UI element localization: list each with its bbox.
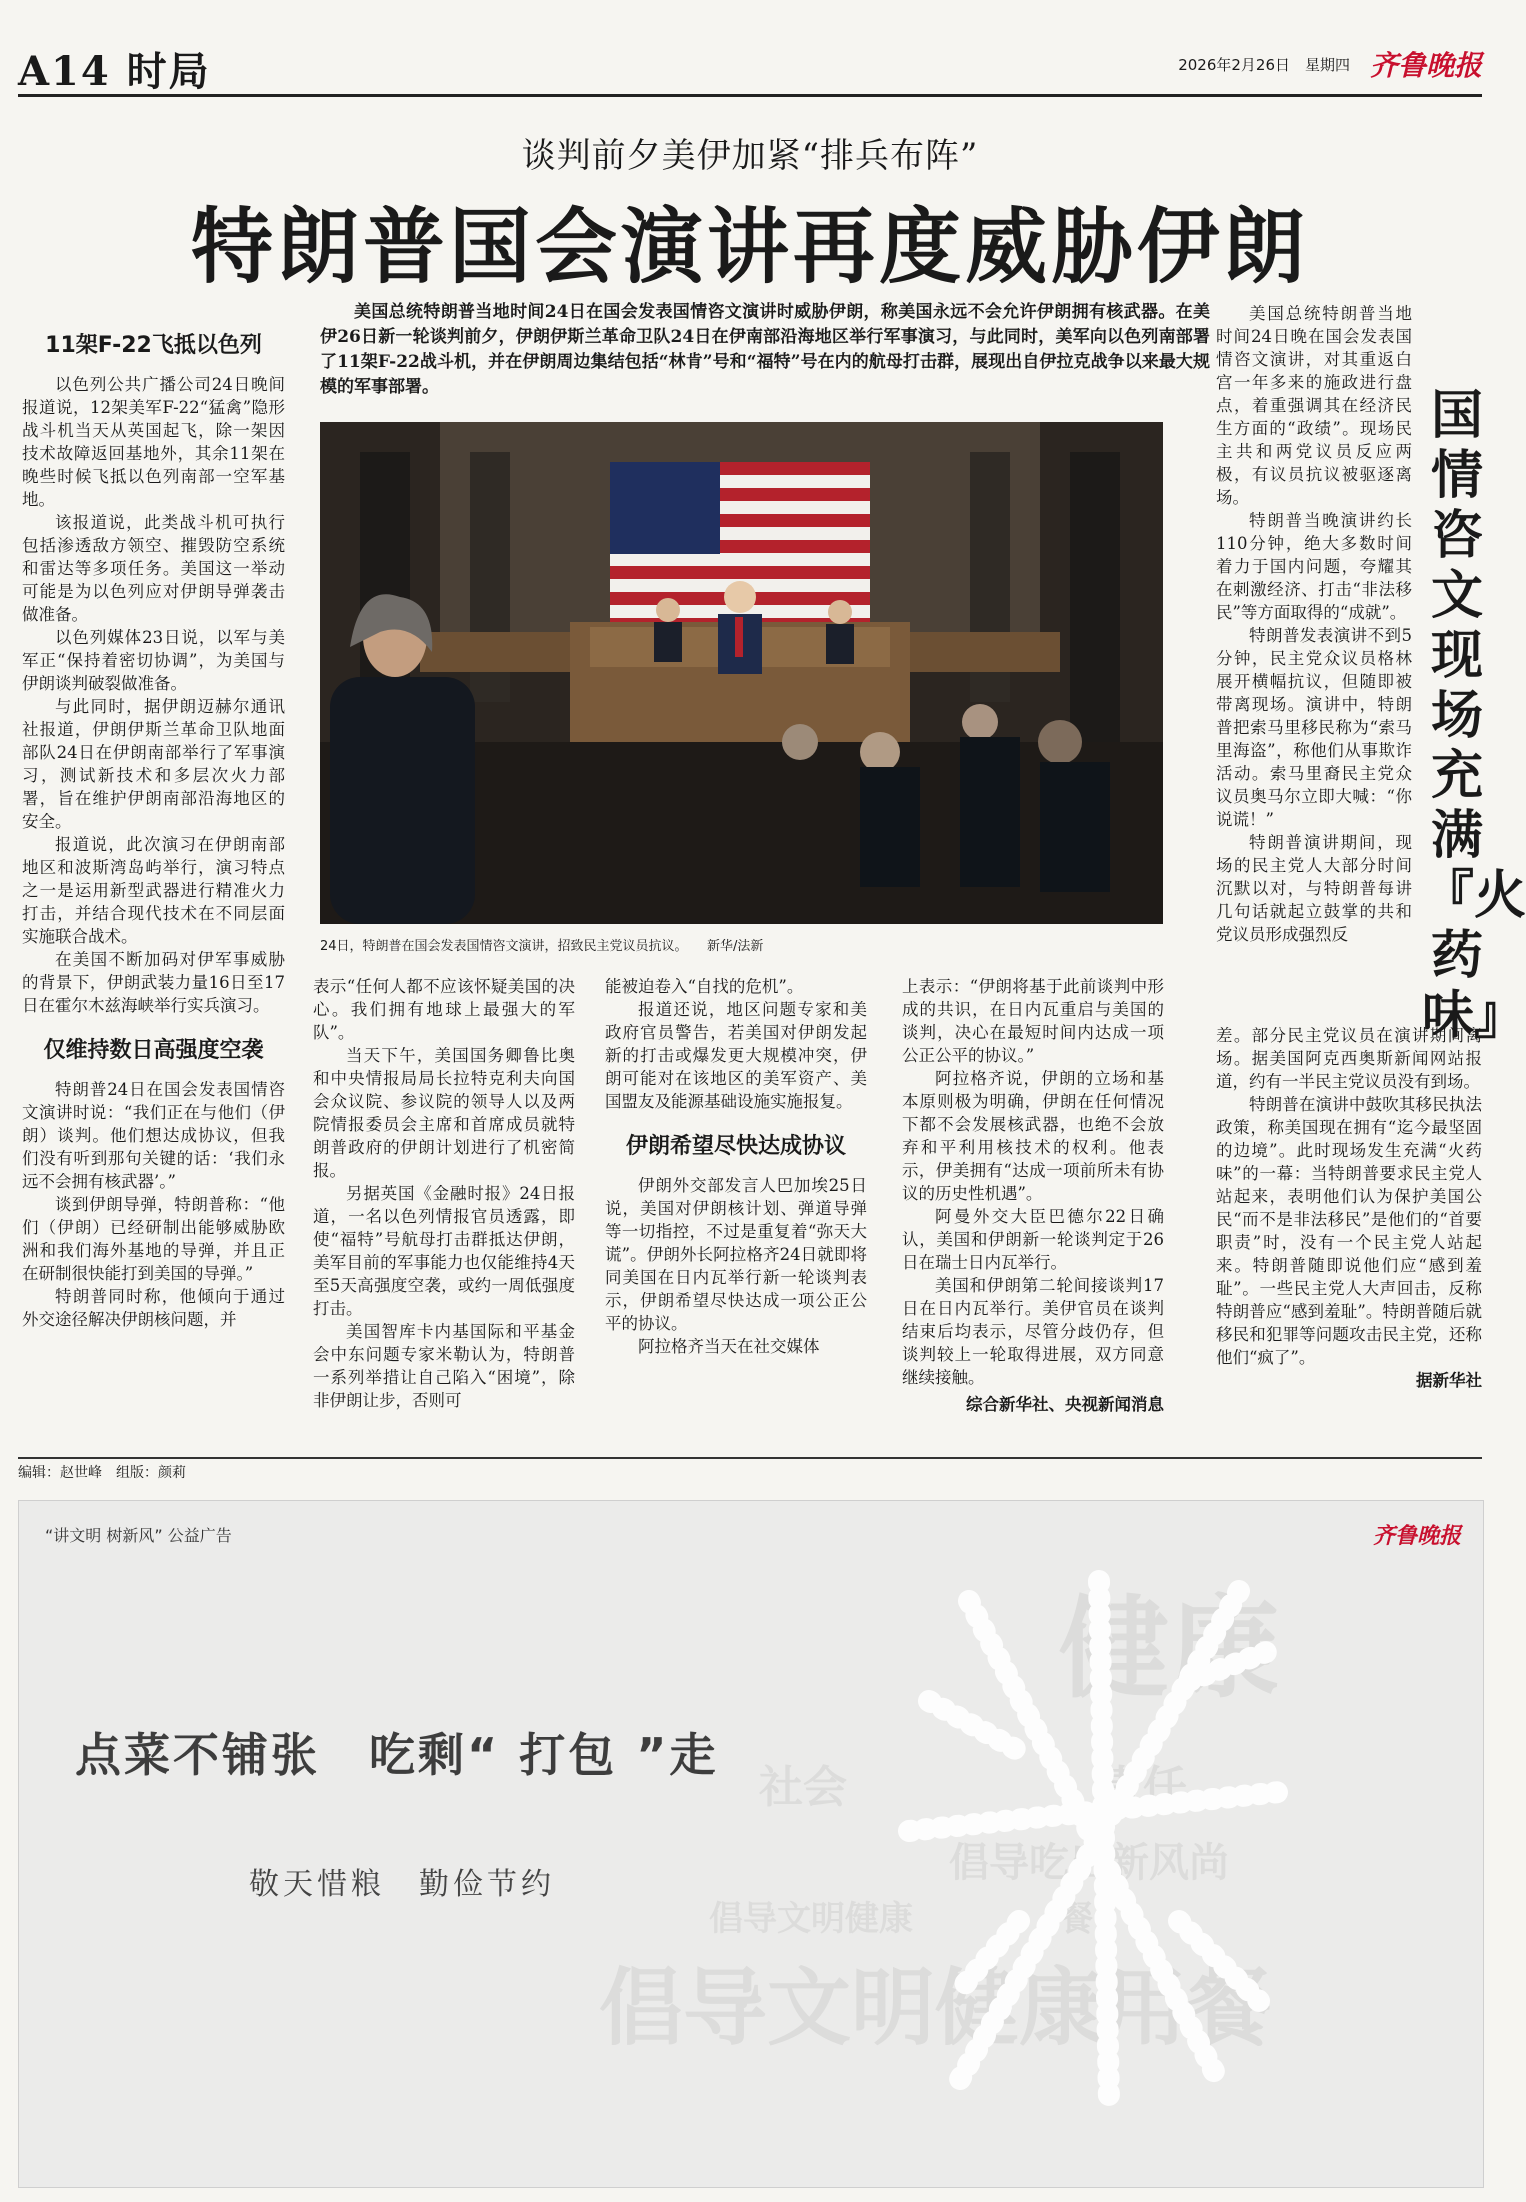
article-subtitle: 谈判前夕美伊加紧“排兵布阵” bbox=[521, 136, 979, 176]
article-column-3: 能被迫卷入“自找的危机”。 报道还说，地区问题专家和美政府官员警告，若美国对伊朗发起新的打击或爆发更大规模冲突，伊朗可能对在该地区的美军资产、美国盟友及能源基础设施实施报复。 伊朗希望尽快达成协议 伊朗外交部发言人巴加埃25日说，美国对伊朗核计划、弹道导弹等一切指控，不过是重复着“弥天大谎”。伊朗外长阿拉格齐24日就即将同美国在日内瓦举行新一轮谈判表示，伊朗希望尽快达成一项公正公平的协议。 阿拉格齐当天在社交媒体 bbox=[605, 977, 867, 1356]
article-column-2: 表示“任何人都不应该怀疑美国的决心。我们拥有地球上最强大的军队”。 当天下午，美国国务卿鲁比奥和中央情报局局长拉特克利夫向国会众议院、参议院的领导人以及两院情报委员会主席和首席成员就特朗普政府的伊朗计划进行了机密简报。 另据英国《金融时报》24日报道，一名以色列情报官员透露，即使“福特”号航母打击群抵达伊朗，美军目前的军事能力也仅能维持4天至5天高强度空袭，或约一周低强度打击。 美国智库卡内基国际和平基金会中东问题专家米勒认为，特朗普一系列举措让自己陷入“困境”，除非伊朗让步，否则可 bbox=[313, 977, 575, 1410]
sidebar-source: 据新华社 bbox=[1416, 1371, 1482, 1390]
ad-tag: “讲文明 树新风” 公益广告 bbox=[45, 1526, 232, 1545]
photo-illustration bbox=[320, 422, 1163, 924]
watermark-text: 倡导文明健康用餐 bbox=[599, 1959, 1272, 2057]
sidebar-vertical-title: 国情咨文现场充满『火药味』 bbox=[1422, 385, 1526, 1046]
section-heading: 11架F-22飞抵以色列 bbox=[45, 333, 262, 358]
watermark-text: 倡导吃出新风尚 bbox=[949, 1840, 1229, 1886]
ad-logo: 齐鲁晚报 bbox=[1372, 1523, 1461, 1549]
ad-sub-slogan: 敬天惜粮 勤俭节约 bbox=[249, 1867, 555, 1902]
watermark-text: 倡导文明健康 bbox=[709, 1899, 913, 1939]
article-source: 综合新华社、央视新闻消息 bbox=[966, 1395, 1164, 1414]
photo-caption: 24日，特朗普在国会发表国情咨文演讲，招致民主党议员抗议。 新华/法新 bbox=[320, 939, 764, 954]
watermark-text: 健康 bbox=[1059, 1585, 1279, 1713]
watermark-text: 责任 bbox=[1099, 1762, 1187, 1813]
news-photo bbox=[320, 422, 1163, 924]
page-section: A14 时局 bbox=[18, 48, 211, 95]
lead-paragraph: 美国总统特朗普当地时间24日在国会发表国情咨文演讲时威胁伊朗，称美国永远不会允许伊朗拥有核武器。在美伊26日新一轮谈判前夕，伊朗伊斯兰革命卫队24日在伊南部沿海地区举行军事演习，与此同时，美军向以色列南部署了11架F-22战斗机，并在伊朗周边集结包括“林肯”号和“福特”号在内的航母打击群，展现出自伊拉克战争以来最大规模的军事部署。 bbox=[320, 302, 1210, 397]
article-headline: 特朗普国会演讲再度威胁伊朗 bbox=[190, 199, 1309, 295]
footer-rule bbox=[18, 1457, 1482, 1459]
sidebar-column-top: 美国总统特朗普当地时间24日晚在国会发表国情咨文演讲，对其重返白宫一年多来的施政进行盘点，着重强调其在经济民生方面的“政绩”。现场民主共和两党议员反应两极，有议员抗议被驱逐离场。 特朗普当晚演讲约长110分钟，绝大多数时间着力于国内问题，夸耀其在刺激经济、打击“非法移民”等方面取得的“成就”。 特朗普发表演讲不到5分钟，民主党众议员格林展开横幅抗议，但随即被带离现场。演讲中，特朗普把索马里移民称为“索马里海盗”，称他们从事欺诈活动。索马里裔民主党众议员奥马尔立即大喊：“你说谎！” 特朗普演讲期间，现场的民主党人大部分时间沉默以对，与特朗普每讲几句话就起立鼓掌的共和党议员形成强烈反 bbox=[1216, 304, 1412, 944]
newspaper-logo: 齐鲁晚报 bbox=[1369, 49, 1482, 82]
sidebar-column-bottom: 差。部分民主党议员在演讲期间离场。据美国阿克西奥斯新闻网站报道，约有一半民主党议员没有到场。 特朗普在演讲中鼓吹其移民执法政策，称美国现在拥有“迄今最坚固的边境”。此时现场发生充满“火药味”的一幕：当特朗普要求民主党人站起来，表明他们认为保护美国公民“而不是非法移民”是他们的“首要职责”时，没有一个民主党人站起来。特朗普随即说他们应“感到羞耻”。一些民主党人大声回击，反称特朗普应“感到羞耻”。特朗普随后就移民和犯罪等问题攻击民主党，还称他们“疯了”。 据新华社 bbox=[1216, 1026, 1482, 1390]
watermark-text: 社会 bbox=[759, 1762, 847, 1813]
editor-credits: 编辑：赵世峰 组版：颜莉 bbox=[18, 1465, 186, 1481]
watermark-text: 餐 bbox=[1059, 1899, 1093, 1939]
public-service-ad bbox=[18, 1500, 1484, 2188]
section-heading: 仅维持数日高强度空袭 bbox=[43, 1038, 264, 1063]
article-column-4: 上表示：“伊朗将基于此前谈判中形成的共识，在日内瓦重启与美国的谈判，决心在最短时间内达成一项公正公平的协议。” 阿拉格齐说，伊朗的立场和基本原则极为明确，伊朗在任何情况下都不会发展核武器，也绝不会放弃和平利用核技术的权利。他表示，伊美拥有“达成一项前所未有协议的历史性机遇”。 阿曼外交大臣巴德尔22日确认，美国和伊朗新一轮谈判定于26日在瑞士日内瓦举行。 美国和伊朗第二轮间接谈判17日在日内瓦举行。美伊官员在谈判结束后均表示，尽管分歧仍存，但谈判较上一轮取得进展，双方同意继续接触。 综合新华社、央视新闻消息 bbox=[902, 977, 1164, 1414]
header-rule bbox=[18, 94, 1482, 97]
section-heading: 伊朗希望尽快达成协议 bbox=[625, 1134, 846, 1159]
ad-main-slogan: 点菜不铺张 吃剩“ 打包 ”走 bbox=[75, 1728, 719, 1782]
article-column-1: 11架F-22飞抵以色列 以色列公共广播公司24日晚间报道说，12架美军F-22“猛禽”隐形战斗机当天从英国起飞，除一架因技术故障返回基地外，其余11架在晚些时候飞抵以色列南部一空军基地。 该报道说，此类战斗机可执行包括渗透敌方领空、摧毁防空系统和雷达等多项任务。美国这一举动可能是为以色列应对伊朗导弹袭击做准备。 以色列媒体23日说，以军与美军正“保持着密切协调”，为美国与伊朗谈判破裂做准备。 与此同时，据伊朗迈赫尔通讯社报道，伊朗伊斯兰革命卫队地面部队24日在伊朗南部举行了军事演习，测试新技术和多层次火力部署，旨在维护伊朗南部沿海地区的安全。 报道说，此次演习在伊朗南部地区和波斯湾岛屿举行，演习特点之一是运用新型武器进行精准火力打击，并结合现代技术在不同层面实施联合战术。 在美国不断加码对伊军事威胁的背景下，伊朗武装力量16日至17日在霍尔木兹海峡举行实兵演习。 仅维持数日高强度空袭 特朗普24日在国会发表国情咨文演讲时说：“我们正在与他们（伊朗）谈判。他们想达成协议，但我们没有听到那句关键的话：‘我们永远不会拥有核武器’。” 谈到伊朗导弹，特朗普称：“他们（伊朗）已经研制出能够威胁欧洲和我们海外基地的导弹，并且正在研制很快能打到美国的导弹。” 特朗普同时称，他倾向于通过外交途径解决伊朗核问题，并 bbox=[22, 333, 285, 1329]
issue-date: 2026年2月26日 星期四 bbox=[1178, 56, 1350, 74]
rice-grain-character-graphic bbox=[899, 1561, 1299, 2121]
